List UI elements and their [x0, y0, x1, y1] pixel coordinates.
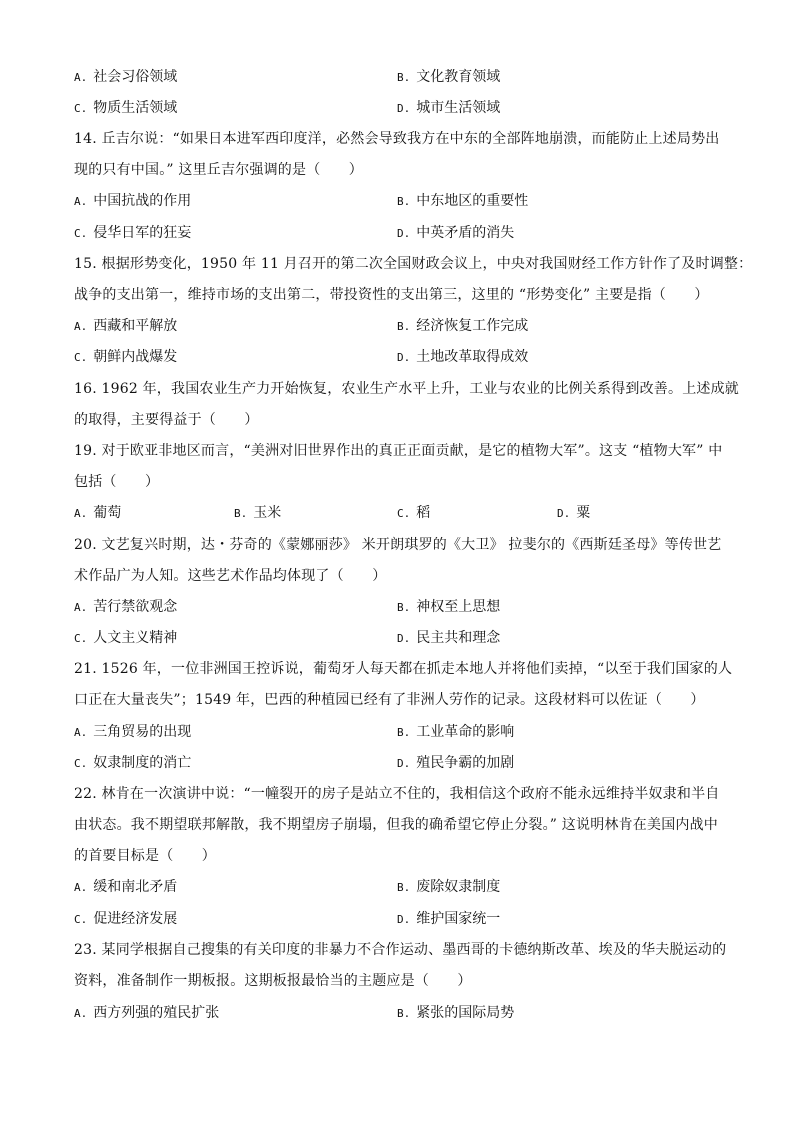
- option-a: A. 三角贸易的出现: [74, 724, 192, 740]
- option-a: A. 中国抗战的作用: [74, 193, 192, 209]
- option-c: C. 促进经济发展: [74, 911, 178, 927]
- option-d: D. 民主共和理念: [397, 630, 501, 646]
- option-b: B. 废除奴隶制度: [397, 879, 501, 895]
- question-stem-line: 23. 某同学根据自己搜集的有关印度的非暴力不合作运动、墨西哥的卡德纳斯改革、埃及的华夫脱运动的: [74, 942, 727, 958]
- option-b: B. 工业革命的影响: [397, 724, 515, 740]
- option-a: A. 西方列强的殖民扩张: [74, 1005, 220, 1021]
- question-stem-line: 的取得，主要得益于（ ）: [74, 412, 259, 428]
- option-c: C. 侵华日军的狂妄: [74, 225, 192, 241]
- question-stem-line: 包括（ ）: [74, 474, 160, 490]
- option-c: C. 奴隶制度的消亡: [74, 755, 192, 771]
- option-d: D. 粟: [557, 505, 591, 521]
- option-d: D. 中英矛盾的消失: [397, 225, 515, 241]
- option-d: D. 城市生活领域: [397, 100, 501, 116]
- question-stem-line: 21. 1526 年，一位非洲国王控诉说，葡萄牙人每天都在抓走本地人并将他们卖掉，“以至于我们国家的人: [74, 661, 733, 677]
- question-stem-line: 由状态。我不期望联邦解散，我不期望房子崩塌，但我的确希望它停止分裂。” 这说明林肯在美国内战中: [74, 817, 719, 833]
- option-b: B. 紧张的国际局势: [397, 1005, 515, 1021]
- question-stem-line: 14. 丘吉尔说：“如果日本进军西印度洋，必然会导致我方在中东的全部阵地崩溃，而能防止上述局势出: [74, 131, 720, 147]
- option-c: C. 人文主义精神: [74, 630, 178, 646]
- question-stem-line: 15. 根据形势变化，1950 年 11 月召开的第二次全国财政会议上，中央对我国财经工作方针作了及时调整：: [74, 256, 753, 272]
- option-c: C. 朝鲜内战爆发: [74, 349, 178, 365]
- option-b: B. 玉米: [234, 505, 282, 521]
- question-stem-line: 术作品广为人知。这些艺术作品均体现了（ ）: [74, 568, 387, 584]
- option-a: A. 西藏和平解放: [74, 318, 178, 334]
- option-b: B. 神权至上思想: [397, 599, 501, 615]
- option-c: C. 物质生活领域: [74, 100, 178, 116]
- question-stem-line: 现的只有中国。” 这里丘吉尔强调的是（ ）: [74, 162, 364, 178]
- option-b: B. 中东地区的重要性: [397, 193, 529, 209]
- option-a: A. 缓和南北矛盾: [74, 879, 178, 895]
- question-stem-line: 19. 对于欧亚非地区而言，“美洲对旧世界作出的真正正面贡献，是它的植物大军”。这支 “植物大军” 中: [74, 443, 723, 459]
- question-stem-line: 的首要目标是（ ）: [74, 848, 216, 864]
- option-c: C. 稻: [397, 505, 431, 521]
- option-a: A. 社会习俗领域: [74, 69, 178, 85]
- option-a: A. 苦行禁欲观念: [74, 599, 178, 615]
- question-stem-line: 资料，准备制作一期板报。这期板报最恰当的主题应是（ ）: [74, 973, 472, 989]
- option-d: D. 殖民争霸的加剧: [397, 755, 515, 771]
- question-stem-line: 22. 林肯在一次演讲中说：“一幢裂开的房子是站立不住的，我相信这个政府不能永远维持半奴隶和半自: [74, 786, 720, 802]
- question-stem-line: 战争的支出第一，维持市场的支出第二，带投资性的支出第三，这里的 “形势变化” 主要是指（ ）: [74, 287, 709, 303]
- option-b: B. 经济恢复工作完成: [397, 318, 529, 334]
- option-d: D. 土地改革取得成效: [397, 349, 529, 365]
- option-a: A. 葡萄: [74, 505, 122, 521]
- option-b: B. 文化教育领域: [397, 69, 501, 85]
- question-stem-line: 口正在大量丧失”；1549 年，巴西的种植园已经有了非洲人劳作的记录。这段材料可以佐证（ ）: [74, 692, 705, 708]
- option-d: D. 维护国家统一: [397, 911, 501, 927]
- question-stem-line: 20. 文艺复兴时期，达・芬奇的《蒙娜丽莎》 米开朗琪罗的《大卫》 拉斐尔的《西斯廷圣母》等传世艺: [74, 537, 722, 553]
- question-stem-line: 16. 1962 年，我国农业生产力开始恢复，农业生产水平上升，工业与农业的比例关系得到改善。上述成就: [74, 381, 739, 397]
